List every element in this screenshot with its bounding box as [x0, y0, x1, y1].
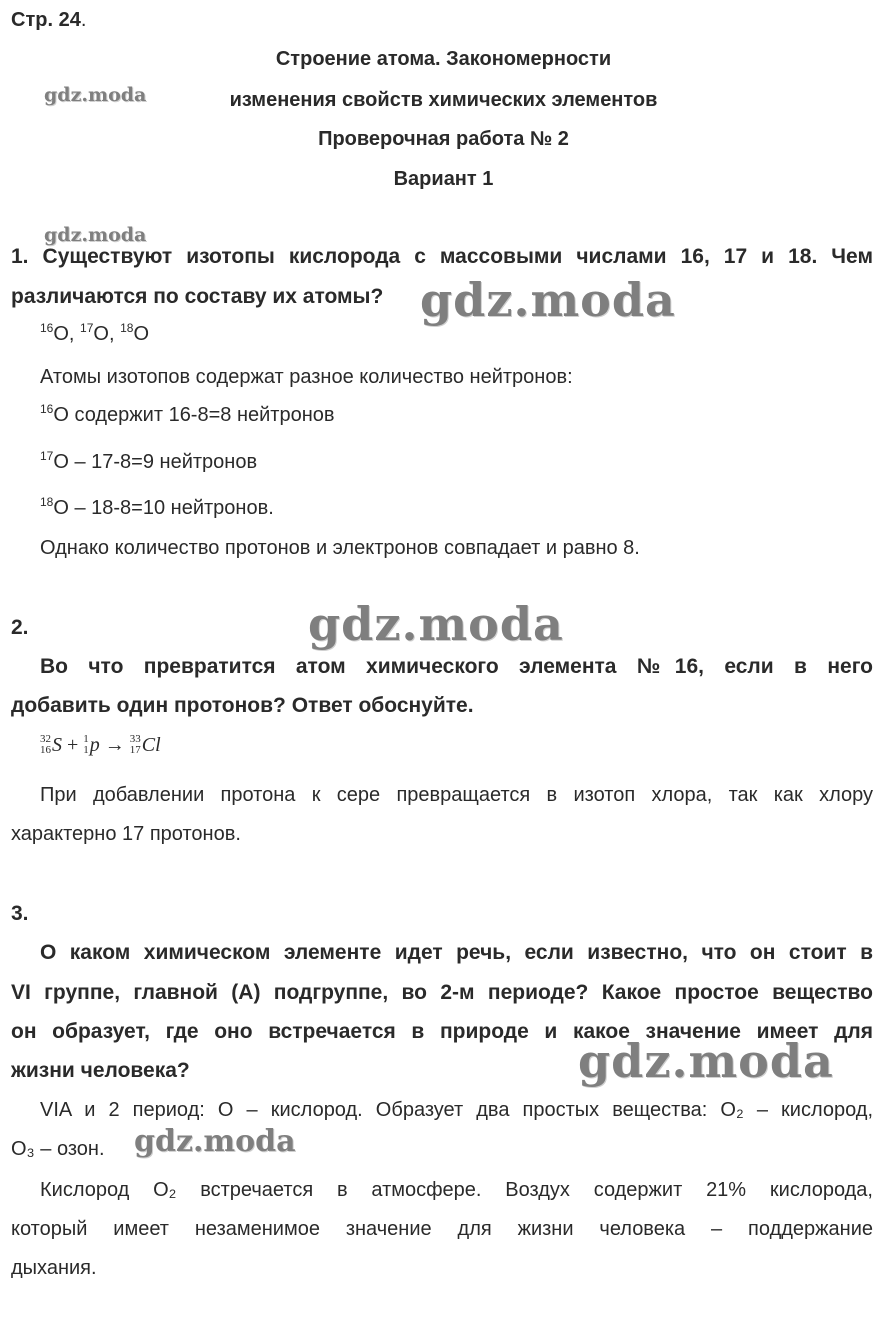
- watermark-small-2: gdz.moda: [44, 224, 147, 246]
- s-mass: 32: [40, 733, 51, 746]
- header-line-2: изменения свойств химических элементов: [229, 89, 658, 111]
- iso-17-symbol: O: [93, 323, 109, 345]
- sep-1: ,: [68, 323, 81, 345]
- q3-answer-line-1: VIA и 2 период: O – кислород. Образует два простых вещества: O₂ – кислород,: [40, 1099, 873, 1121]
- plus-sign: +: [62, 733, 84, 756]
- q1-isotopes-list: [40, 323, 149, 346]
- cl-nuclide-numbers: [130, 734, 141, 756]
- q2-question-line-1: Во что превратится атом химического элемента №16, если в него: [40, 655, 873, 678]
- cl-atomic-number: 17: [129, 744, 141, 757]
- watermark-medium: gdz.moda: [134, 1124, 296, 1159]
- q1-line-17-mass: 17: [40, 449, 54, 463]
- q1-line-18-mass: 18: [40, 495, 54, 509]
- q2-answer-line-1: При добавлении протона к сере превращается в изотоп хлора, так как хлору: [40, 784, 873, 806]
- q3-answer-line-2: O₃ – озон.: [11, 1138, 105, 1160]
- q1-conclusion: Однако количество протонов и электронов совпадает и равно 8.: [40, 537, 640, 559]
- q1-line-16-text: O содержит 16-8=8 нейтронов: [53, 404, 335, 426]
- q1-line-16-mass: 16: [40, 402, 54, 416]
- nuclear-reaction-formula: [40, 733, 161, 757]
- q1-answer-intro: Атомы изотопов содержат разное количество нейтронов:: [40, 366, 573, 388]
- q3-question-line-1: О каком химическом элементе идет речь, если известно, что он стоит в: [40, 941, 873, 964]
- s-symbol: S: [52, 733, 62, 756]
- q1-question-line-2: различаются по составу их атомы?: [11, 285, 384, 308]
- watermark-large-1: gdz.moda: [420, 273, 676, 327]
- p-symbol: p: [89, 733, 100, 756]
- q3-question-line-3: он образует, где оно встречается в природе и какое значение имеет для: [11, 1020, 873, 1043]
- s-nuclide-numbers: [40, 734, 51, 756]
- q2-question-line-2: добавить один протонов? Ответ обоснуйте.: [11, 694, 474, 717]
- q1-line-16: [40, 404, 335, 427]
- header-line-1: Строение атома. Закономерности: [275, 48, 612, 70]
- q3-answer-line-4: который имеет незаменимое значение для жизни человека – поддержание: [11, 1218, 873, 1240]
- p-charge: 1: [83, 744, 89, 757]
- iso-18-symbol: O: [133, 323, 150, 345]
- header-line-4: Вариант 1: [393, 168, 494, 190]
- q1-line-17-text: O – 17-8=9 нейтронов: [53, 451, 258, 473]
- p-mass: 1: [83, 733, 89, 746]
- page-reference-dot: .: [80, 9, 87, 31]
- s-atomic-number: 16: [40, 744, 51, 757]
- q3-answer-line-5: дыхания.: [11, 1257, 97, 1279]
- page-reference: [11, 9, 86, 32]
- q2-number: 2.: [11, 616, 29, 639]
- q1-line-18-text: O – 18-8=10 нейтронов.: [53, 497, 274, 519]
- q3-question-line-4: жизни человека?: [11, 1059, 190, 1082]
- q2-answer-line-2: характерно 17 протонов.: [11, 823, 241, 845]
- watermark-small-1: gdz.moda: [44, 84, 147, 106]
- iso-16-symbol: O: [53, 323, 69, 345]
- q1-line-17: [40, 451, 257, 474]
- q3-question-line-2: VI группе, главной (А) подгруппе, во 2-м периоде? Какое простое вещество: [11, 981, 873, 1004]
- iso-18-mass: 18: [120, 321, 134, 335]
- q1-question-line-1: 1. Существуют изотопы кислорода с массовыми числами 16, 17 и 18. Чем: [11, 245, 873, 268]
- page-reference-text: Стр. 24: [11, 9, 81, 31]
- watermark-large-2: gdz.moda: [308, 597, 564, 651]
- q3-number: 3.: [11, 902, 29, 925]
- cl-mass: 33: [129, 733, 141, 746]
- arrow-icon: →: [99, 733, 130, 756]
- q3-answer-line-3: Кислород O₂ встречается в атмосфере. Воздух содержит 21% кислорода,: [40, 1179, 873, 1201]
- q1-line-18: [40, 497, 274, 520]
- sep-2: ,: [108, 323, 121, 345]
- iso-17-mass: 17: [80, 321, 94, 335]
- watermark-large-3: gdz.moda: [578, 1034, 834, 1088]
- p-nuclide-numbers: [83, 734, 89, 756]
- header-line-3: Проверочная работа № 2: [318, 128, 569, 150]
- iso-16-mass: 16: [40, 321, 54, 335]
- cl-symbol: Cl: [141, 733, 161, 756]
